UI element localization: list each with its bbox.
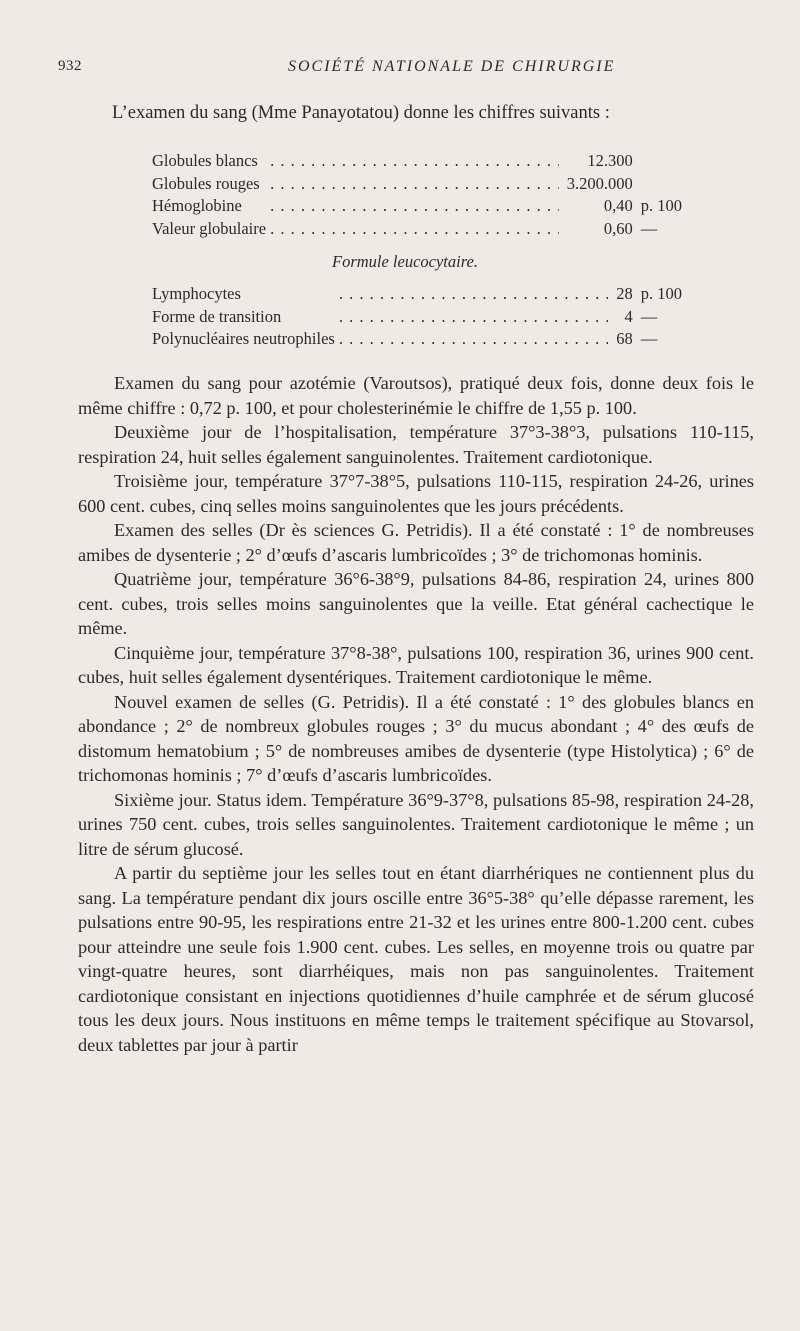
- body-text: [78, 371, 754, 1057]
- dot-leader: [335, 306, 608, 329]
- row-label: Globules blancs: [152, 151, 258, 170]
- formula-values-table: [152, 283, 682, 351]
- row-value: 0,60: [603, 218, 633, 238]
- paragraph: Quatrième jour, température 36°6-38°9, pulsations 84-86, respiration 24, urines 800 cent. cubes, trois selles moins sanguinolentes que la veille. Etat général cachectique le même.: [78, 569, 754, 638]
- table-row: [152, 328, 682, 351]
- dot-leader: [335, 328, 608, 351]
- row-value: 28: [616, 284, 633, 303]
- row-unit: p. 100: [640, 196, 682, 215]
- intro-sentence: L’examen du sang (Mme Panayotatou) donne les chiffres suivants :: [112, 103, 610, 123]
- row-unit: p. 100: [640, 284, 682, 303]
- paragraph: Cinquième jour, température 37°8-38°, pulsations 100, respiration 36, urines 900 cent. cubes, huit selles également dysentériques. Traitement cardiotonique le même.: [78, 642, 754, 687]
- running-header: [58, 58, 760, 82]
- paragraph: Nouvel examen de selles (G. Petridis). Il a été constaté : 1° des globules blancs en abondance ; 2° de nombreux globules rouges ; 3° du mucus abondant ; 4° des œufs de distomum hematobium ; 5° de nombreuses amibes de dysenterie (type Histolytica) ; 6° de trichomonas hominis ; 7° d’œufs d’ascaris lumbricoïdes.: [78, 691, 754, 785]
- row-value: 4: [624, 306, 633, 326]
- blood-values-table: [152, 150, 682, 240]
- paragraph: A partir du septième jour les selles tout en étant diarrhériques ne contiennent plus du sang. La température pendant dix jours oscille entre 36°5-38° qu’elle dépasse rarement, les pulsations entre 90-95, les respirations entre 21-32 et les urines entre 800-1.200 cent. cubes pour atteindre une seule fois 1.900 cent. cubes. Les selles, en moyenne trois ou quatre par vingt-quatre heures, sont diarrhéiques, mais non pas sanguinolentes. Traitement cardiotonique consistant en injections quotidiennes d’huile camphrée et de sérum glucosé tous les deux jours. Nous instituons en même temps le traitement spécifique au Stovarsol, deux tablettes par jour à partir: [78, 863, 754, 1055]
- dot-leader: [335, 283, 608, 306]
- row-value: 0,40: [603, 196, 633, 215]
- row-unit: [633, 150, 682, 173]
- row-value: 12.300: [587, 151, 633, 170]
- row-label: Forme de transition: [152, 306, 282, 326]
- table-row: [152, 150, 682, 173]
- row-unit: —: [640, 218, 658, 238]
- table-row: [152, 195, 682, 218]
- paragraph: Examen des selles (Dr ès sciences G. Petridis). Il a été constaté : 1° de nombreuses amibes de dysenterie ; 2° d’œufs d’ascaris lumbricoïdes ; 3° de trichomonas hominis.: [78, 520, 754, 565]
- dot-leader: [266, 218, 559, 241]
- row-unit: [633, 173, 682, 196]
- row-unit: —: [640, 306, 658, 326]
- formula-title: Formule leucocytaire.: [331, 252, 478, 271]
- table-row: [152, 218, 682, 241]
- running-title: SOCIÉTÉ NATIONALE DE CHIRURGIE: [288, 58, 616, 75]
- page-number: 932: [58, 58, 82, 74]
- row-value: 3.200.000: [566, 173, 633, 193]
- table-row: [152, 283, 682, 306]
- dot-leader: [266, 195, 559, 218]
- paragraph: Examen du sang pour azotémie (Varoutsos), pratiqué deux fois, donne deux fois le même chiffre : 0,72 p. 100, et pour cholesterinémie le chiffre de 1,55 p. 100.: [78, 373, 754, 418]
- row-label: Globules rouges: [152, 173, 260, 193]
- dot-leader: [266, 150, 559, 173]
- row-label: Lymphocytes: [152, 284, 241, 303]
- dot-leader: [266, 173, 559, 196]
- paragraph: Sixième jour. Status idem. Température 36°9-37°8, pulsations 85-98, respiration 24-28, urines 750 cent. cubes, trois selles sanguinolentes. Traitement cardiotonique le même ; un litre de sérum glucosé.: [78, 789, 754, 859]
- paragraph: Deuxième jour de l’hospitalisation, température 37°3-38°3, pulsations 110-115, respiration 24, huit selles également sanguinolentes. Traitement cardiotonique.: [78, 422, 754, 467]
- table-row: [152, 306, 682, 329]
- table-row: [152, 173, 682, 196]
- row-unit: —: [640, 329, 658, 348]
- row-label: Hémoglobine: [152, 196, 242, 215]
- row-label: Polynucléaires neutrophiles: [152, 329, 335, 348]
- row-label: Valeur globulaire: [152, 218, 267, 238]
- paragraph: Troisième jour, température 37°7-38°5, pulsations 110-115, respiration 24-26, urines 600 cent. cubes, cinq selles moins sanguinolentes que les jours précédents.: [78, 471, 754, 516]
- row-value: 68: [616, 329, 633, 348]
